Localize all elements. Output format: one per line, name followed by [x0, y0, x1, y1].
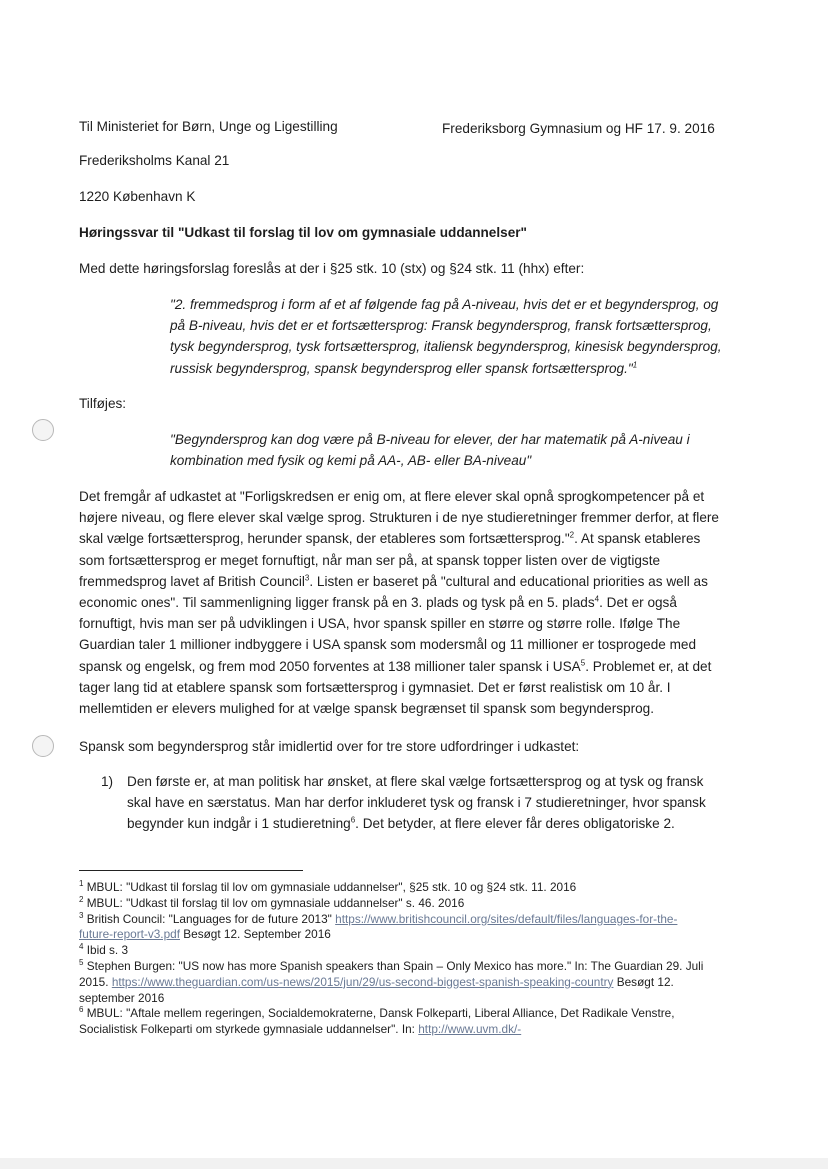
footnote-text: 2015.: [79, 974, 112, 989]
paragraph-text: . Listen er baseret på "cultural and educational priorities as well as: [309, 573, 708, 589]
punch-hole: [32, 419, 54, 441]
address-street: Frederiksholms Kanal 21: [79, 153, 230, 168]
footnote-number: 4: [79, 942, 84, 952]
quote-block-1: [170, 294, 750, 379]
footnotes: [79, 880, 759, 1038]
footnote-separator: [79, 870, 303, 871]
list-item: [127, 771, 767, 835]
quote-block-2: [170, 429, 750, 471]
paragraph-line: som fortsættersprog er meget fornuftigt, når man ser på, at spansk topper listen over de vigtigste: [79, 552, 661, 568]
footnote-text: Besøgt 12.: [613, 974, 674, 989]
quote2-line: "Begyndersprog kan dog være på B-niveau for elever, der har matematik på A-niveau i: [170, 432, 690, 447]
paragraph-text: skal vælge fortsættersprog, herunder spansk, der etableres som fortsættersprog.": [79, 531, 570, 547]
footnote-ref-5: 5: [580, 658, 586, 668]
footnote-number: 1: [79, 879, 84, 889]
paragraph-line: [79, 656, 759, 677]
footnote-5-cont: september 2016: [79, 990, 165, 1005]
footnote-6-cont: [79, 1022, 759, 1038]
footnote-ref-6: 6: [350, 815, 356, 825]
quote2-line: kombination med fysik og kemi på AA-, AB- eller BA-niveau": [170, 453, 532, 469]
sender-date-line: Frederiksborg Gymnasium og HF 17. 9. 2016: [442, 121, 715, 136]
paragraph-text: economic ones". Til sammenligning ligger fransk på en 3. plads og tysk på en 5. plads: [79, 595, 595, 611]
page-bottom-edge: [0, 1158, 828, 1169]
list-item-line: skal have en særstatus. Man har derfor inkluderet tysk og fransk i 7 studieretninger, hvor spansk: [127, 795, 706, 811]
main-paragraph: [79, 486, 759, 719]
footnote-text: Besøgt 12. September 2016: [179, 927, 331, 942]
footnote-link[interactable]: http://www.uvm.dk/-: [418, 1022, 522, 1037]
quote1-line: på B-niveau, hvis det er et fortsættersprog: Fransk begyndersprog, fransk fortsættersprog,: [170, 318, 712, 334]
paragraph-line: [79, 528, 759, 549]
punch-hole: [32, 735, 54, 757]
footnote-1: [79, 880, 759, 896]
footnote-number: 5: [79, 958, 84, 968]
footnote-text: Socialistisk Folkeparti om styrkede gymnasiale uddannelser". In:: [79, 1022, 419, 1037]
paragraph-line: [79, 571, 759, 592]
paragraph-line: [79, 592, 759, 613]
footnote-link[interactable]: future-report-v3.pdf: [79, 927, 180, 942]
paragraph-line: højere niveau, og flere elever skal vælge sprog. Strukturen i de nye studieretninger fremmer derfor, at flere: [79, 510, 719, 526]
paragraph-text: fremmedsprog lavet af British Council: [79, 573, 305, 589]
addition-label: Tilføjes:: [79, 396, 127, 411]
footnote-link[interactable]: https://www.britishcouncil.org/sites/default/files/languages-for-the-: [335, 911, 678, 926]
footnote-5: [79, 959, 759, 975]
address-city: 1220 København K: [79, 189, 196, 204]
paragraph-text: . Det er også: [599, 595, 677, 611]
footnote-6: [79, 1006, 759, 1022]
footnote-3: [79, 912, 759, 928]
intro-text: Med dette høringsforslag foreslås at der i §25 stk. 10 (stx) og §24 stk. 11 (hhx) efter:: [79, 261, 585, 276]
quote1-line-text: russisk begyndersprog, spansk begyndersprog eller spansk fortsættersprog.": [170, 360, 633, 376]
footnote-number: 6: [79, 1005, 84, 1015]
footnote-4: [79, 943, 759, 959]
paragraph-text: spansk og engelsk, og frem mod 2050 forventes at 138 millioner taler spansk i USA: [79, 658, 581, 674]
paragraph-line: tager lang tid at etablere spansk som fortsættersprog i gymnasiet. Det er først realistisk om 10 år. I: [79, 679, 671, 695]
quote1-line: "2. fremmedsprog i form af et af følgende fag på A-niveau, hvis det er et begyndersprog, og: [170, 297, 719, 312]
quote1-line: tysk begyndersprog, tysk fortsættersprog, italiensk begyndersprog, kinesisk begyndersprog,: [170, 339, 722, 355]
list-item-text: begynder kun indgår i 1 studieretning: [127, 816, 351, 832]
footnote-text: MBUL: "Udkast til forslag til lov om gymnasiale uddannelser", §25 stk. 10 og §24 stk. 11. 2016: [86, 880, 577, 894]
footnote-text: Ibid s. 3: [86, 943, 129, 958]
paragraph-line: fornuftigt, hvis man ser på udviklingen i USA, hvor spansk spiller en større og større rolle. Ifølge The: [79, 616, 681, 632]
list-item-text: . Det betyder, at flere elever får deres obligatoriske 2.: [355, 816, 675, 832]
footnote-link[interactable]: https://www.theguardian.com/us-news/2015/jun/29/us-second-biggest-spanish-speaking-country: [111, 974, 614, 989]
footnote-text: MBUL: "Udkast til forslag til lov om gymnasiale uddannelser" s. 46. 2016: [86, 895, 465, 910]
footnote-text: MBUL: "Aftale mellem regeringen, Socialdemokraterne, Dansk Folkeparti, Liberal Alliance, Det Radikale Venstre,: [86, 1006, 675, 1021]
footnote-ref-3: 3: [304, 573, 310, 583]
paragraph-text: . Problemet er, at det: [585, 658, 712, 674]
footnote-ref-1: 1: [632, 360, 638, 370]
paragraph-line: mellemtiden er elevers mulighed for at vælge spansk begrænset til spansk som begyndersprog.: [79, 701, 654, 717]
subject-heading: Høringssvar til "Udkast til forslag til lov om gymnasiale uddannelser": [79, 225, 528, 240]
footnote-5-cont: [79, 975, 759, 991]
challenges-intro: Spansk som begyndersprog står imidlertid over for tre store udfordringer i udkastet:: [79, 739, 580, 754]
footnote-text: British Council: "Languages for de future 2013": [86, 911, 336, 926]
list-item-line: Den første er, at man politisk har ønsket, at flere skal vælge fortsættersprog og at tysk og fransk: [127, 774, 704, 789]
footnote-3-cont: [79, 927, 759, 943]
footnote-number: 3: [79, 910, 84, 920]
footnote-2: [79, 896, 759, 912]
list-item-line: [127, 813, 767, 834]
footnote-text: Stephen Burgen: "US now has more Spanish speakers than Spain – Only Mexico has more." In: The Guardian 29. Juli: [86, 958, 704, 973]
list-item-number: 1): [101, 774, 114, 789]
paragraph-line: Det fremgår af udkastet at "Forligskredsen er enig om, at flere elever skal opnå sprogkompetencer på et: [79, 489, 705, 504]
paragraph-text: . At spansk etableres: [574, 531, 701, 547]
footnote-ref-4: 4: [594, 594, 600, 604]
recipient-line: Til Ministeriet for Børn, Unge og Ligestilling: [79, 119, 338, 134]
footnote-ref-2: 2: [569, 530, 575, 540]
quote1-line: [170, 358, 750, 379]
footnote-number: 2: [79, 894, 84, 904]
paragraph-line: Guardian taler 1 millioner indbyggere i USA spansk som modersmål og 11 millioner er tosprogede med: [79, 637, 697, 653]
